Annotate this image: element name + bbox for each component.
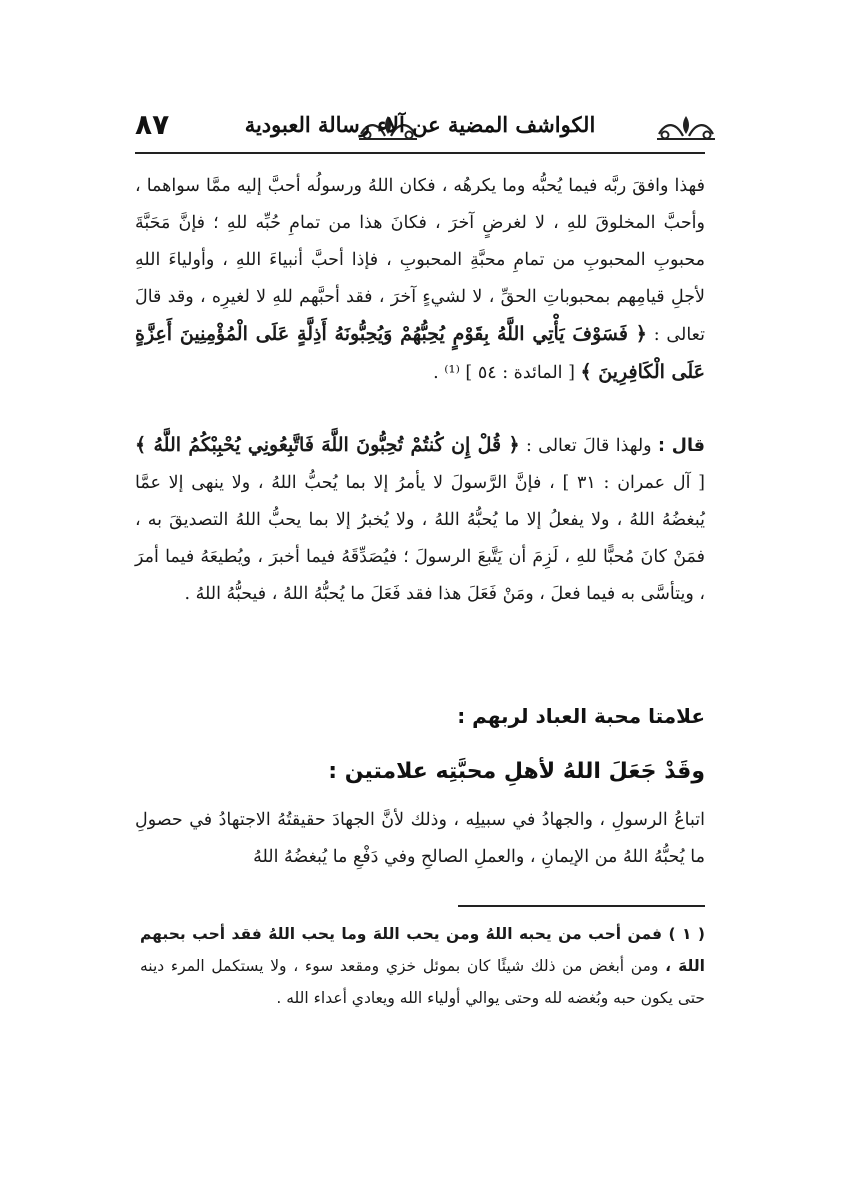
paragraph-1 xyxy=(135,168,705,392)
footnote-text: ومن أبغض من ذلك شيئًا كان بموئل خزي ومقعد سوء ، ولا يستكمل المرء دينه حتى يكون حبه وبُغضه لله وحتى يوالي أولياء الله ويعادي أعداء الله . xyxy=(140,957,705,1007)
header-rule xyxy=(135,152,705,154)
paragraph-2-intro: ولهذا قالَ تعالى : xyxy=(525,436,652,456)
page-number: ٨٧ xyxy=(135,108,170,141)
paragraph-2 xyxy=(135,427,705,613)
running-title: الكواشف المضية عن آلاء رسالة العبودية xyxy=(244,112,596,137)
section-heading: علامتا محبة العباد لربهم : xyxy=(457,704,705,728)
paragraph-3 xyxy=(135,802,705,876)
paragraph-3-text: اتباعُ الرسولِ ، والجهادُ في سبيلِه ، وذلك لأنَّ الجهادَ حقيقتُهُ الاجتهادُ في حصولِ ما يُحبُّهُ اللهُ من الإيمانِ ، والعملِ الصالحِ وفي دَفْعِ ما يُبغضُهُ اللهُ xyxy=(135,810,705,867)
paragraph-2-text: [ آل عمران : ٣١ ] ، فإنَّ الرَّسولَ لا يأمرُ إلا بما يُحبُّ اللهُ ، ولا ينهى إلا عمَّا يُبغضُهُ اللهُ ، ولا يفعلُ إلا ما يُحبُّهُ اللهُ ، ولا يُخبرُ إلا بما يحبُّ اللهُ التصديقَ به ، فمَنْ كانَ مُحبًّا للهِ ، لَزِمَ أن يَتَّبعَ الرسولَ ؛ فيُصَدِّقَهُ فيما أخبرَ ، ويُطيعَهُ فيما أمرَ ، ويتأسَّى به فيما فعلَ ، ومَنْ فَعَلَ هذا فقد فَعَلَ ما يُحبُّهُ اللهُ ، فيحبُّهُ اللهُ . xyxy=(135,473,705,604)
quran-verse-imran: ﴿ قُلْ إِن كُنتُمْ تُحِبُّونَ اللَّهَ فَاتَّبِعُونِي يُحْبِبْكُمُ اللَّهُ ﴾ xyxy=(135,434,520,456)
paragraph-1-text: فهذا وافقَ ربَّه فيما يُحبُّه وما يكرهُه ، فكان اللهُ ورسولُه أحبَّ إليه ممَّا سواهما ، وأحبَّ المخلوقَ للهِ ، لا لغرضٍ آخرَ ، فكانَ هذا من تمامِ حُبِّه للهِ ؛ فإنَّ مَحَبَّةَ محبوبِ المحبوبِ من تمامِ محبَّةِ المحبوبِ ، فإذا أحبَّ أنبياءَ اللهِ ، وأولياءَ اللهِ لأجلِ قيامِهم بمحبوباتِ الحقِّ ، لا لشيءٍ آخرَ ، فقد أحبَّهم للهِ لا لغيرِه ، وقد قالَ تعالى : xyxy=(135,176,705,345)
qala-label: قال : xyxy=(657,436,705,456)
footnote-first-line: ( ١ ) فمن أحب من يحبه اللهُ ومن يحب اللهَ وما يحب اللهُ فقد أحب بحبهم اللهَ ، xyxy=(140,925,706,975)
verse-reference: [ المائدة : ٥٤ ] ⁽¹⁾ . xyxy=(433,363,575,383)
running-header xyxy=(135,104,705,150)
footnote-rule xyxy=(458,905,705,907)
footnote xyxy=(140,918,705,1014)
quran-verse-maidah: ﴿ فَسَوْفَ يَأْتِي اللَّهُ بِقَوْمٍ يُحِبُّهُمْ وَيُحِبُّونَهُ أَذِلَّةٍ عَلَى الْمُؤْمِنِينَ أَعِزَّةٍ عَلَى الْكَافِرِينَ ﴾ xyxy=(135,323,705,383)
sub-heading: وقَدْ جَعَلَ اللهُ لأهلِ محبَّتِه علامتين : xyxy=(328,759,705,784)
floral-ornament-icon xyxy=(655,114,717,142)
